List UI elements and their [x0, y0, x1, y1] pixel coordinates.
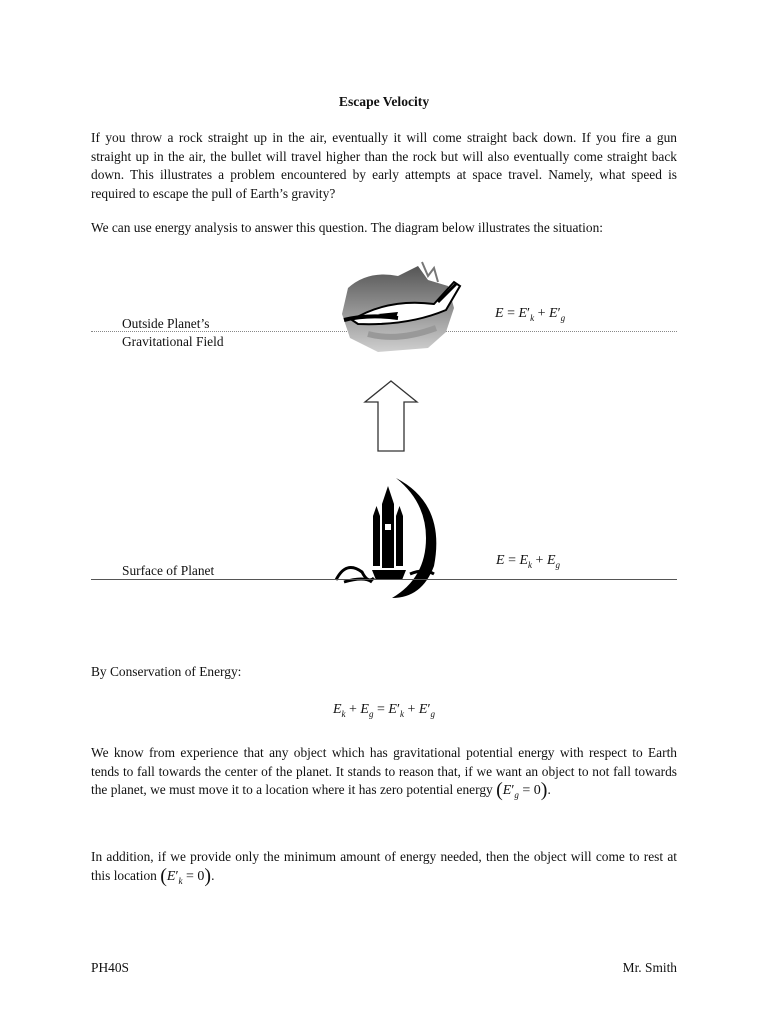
kinetic-zero-equation: $(E'_k = 0)$	[160, 864, 212, 887]
footer-course: PH40S	[91, 960, 129, 975]
page-title: Escape Velocity	[338, 94, 430, 109]
surface-line	[91, 579, 677, 580]
equation-outside: $E = E'_k + E'_g$	[495, 306, 566, 323]
outside-field-label: Outside Planet’s Gravitational Field	[122, 316, 224, 349]
space-shuttle-clipart	[338, 258, 462, 354]
equation-surface: $E = E_k + E_g$	[496, 553, 560, 570]
footer-teacher: Mr. Smith	[622, 960, 677, 975]
kinetic-energy-paragraph: In addition, if we provide only the minimum amount of energy needed, then the object will come to rest at this location $(E'_k = 0)$.	[91, 849, 677, 887]
potential-energy-paragraph: We know from experience that any object which has gravitational potential energy with respect to Earth tends to fall towards the center of the planet. It stands to reason that, if we want an object to not fall towards the planet, we must move it to a location where it has zero potential energy $(E'_g = 0)$.	[91, 745, 677, 801]
intro-paragraph: If you throw a rock straight up in the air, eventually it will come straight back down. If you fire a gun straight up in the air, the bullet will travel higher than the rock but will also eventually come straight back down. This illustrates a problem encountered by early attempts at space travel. Namely, what speed is required to escape the pull of Earth’s gravity?	[91, 130, 677, 201]
up-arrow-icon	[362, 378, 420, 454]
conservation-equation: $E_k + E_g = E'_k + E'_g$	[332, 702, 436, 719]
rocket-launch-clipart	[334, 474, 446, 602]
surface-label: Surface of Planet	[122, 563, 215, 578]
potential-zero-equation: $(E'_g = 0)$	[496, 779, 548, 801]
conservation-label: By Conservation of Energy:	[91, 664, 242, 679]
energy-analysis-paragraph: We can use energy analysis to answer this question. The diagram below illustrates the situation:	[91, 220, 603, 235]
